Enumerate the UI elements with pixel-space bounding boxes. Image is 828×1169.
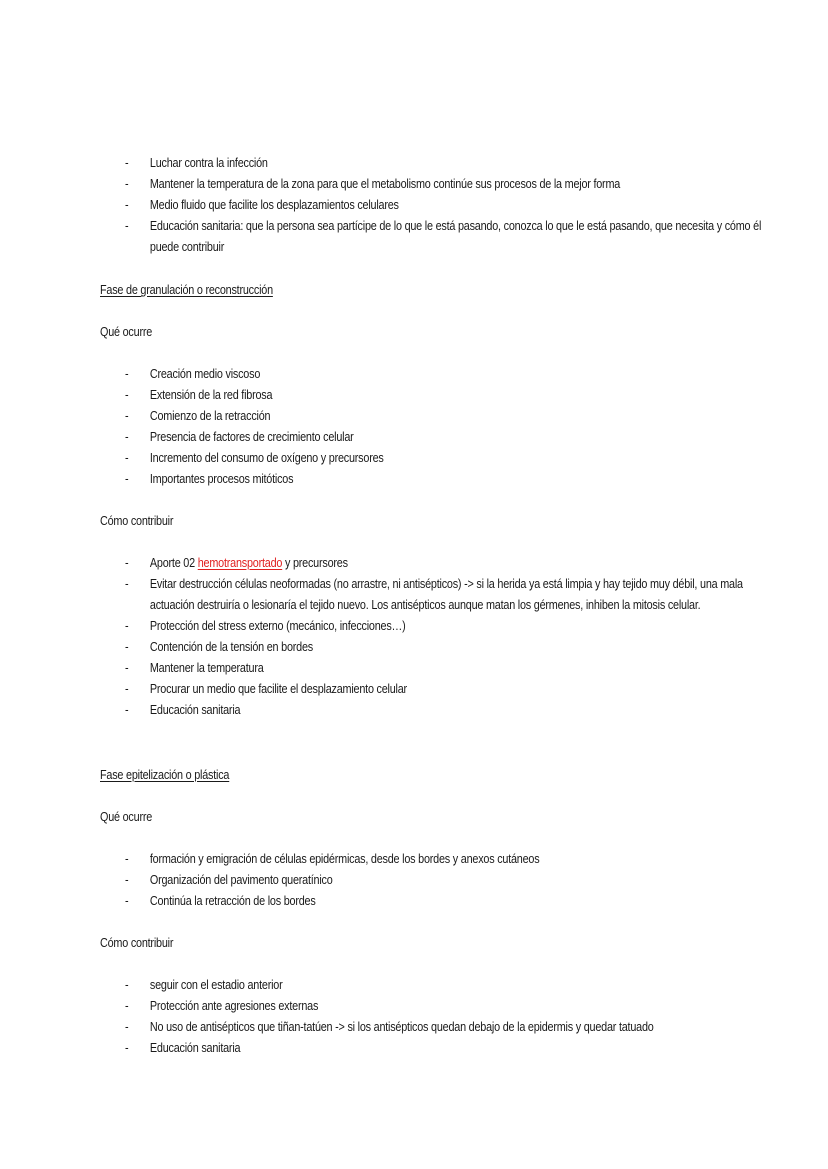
list-item: - Organización del pavimento queratínico [100, 870, 754, 891]
granulation-como-label-block [100, 511, 754, 532]
infection-list [100, 153, 762, 258]
list-item: - Mantener la temperatura de la zona para que el metabolismo continúe sus procesos de la mejor forma [100, 174, 754, 195]
granulation-como-list [100, 553, 754, 721]
list-item: - Educación sanitaria: que la persona sea partícipe de lo que le está pasando, conozca lo que le está pasando, que necesita y cómo él puede contribuir [100, 216, 769, 258]
list-item: - Luchar contra la infección [100, 153, 754, 174]
granulation-heading-block [100, 280, 754, 301]
list-item: - Protección del stress externo (mecánico, infecciones…) [100, 616, 754, 637]
aporte-prefix: Aporte 02 [149, 556, 198, 570]
epitelizacion-que-ocurre-list [100, 849, 754, 912]
que-ocurre-label: Qué ocurre [100, 325, 153, 339]
list-item: - formación y emigración de células epidérmicas, desde los bordes y anexos cutáneos [100, 849, 754, 870]
epitelizacion-que-ocurre-block [100, 849, 754, 912]
list-item: - seguir con el estadio anterior [100, 975, 754, 996]
epitelizacion-como-block [100, 975, 754, 1059]
list-item: - Creación medio viscoso [100, 364, 754, 385]
granulation-como-block [100, 553, 754, 721]
aporte-suffix: y precursores [282, 556, 348, 570]
epitelizacion-que-ocurre-label-block [100, 807, 754, 828]
list-item [100, 553, 754, 574]
list-item: - Incremento del consumo de oxígeno y precursores [100, 448, 754, 469]
hemotransportado-link[interactable]: hemotransportado [197, 556, 283, 570]
list-item: - Importantes procesos mitóticos [100, 469, 754, 490]
granulation-que-ocurre-block [100, 364, 754, 490]
list-item: - Evitar destrucción células neoformadas (no arrastre, ni antisépticos) -> si la herida ya está limpia y hay tejido muy débil, una mala actuación destruiría o lesionaría el tejido nuevo. Los antisépticos aunque matan los gérmenes, inhiben la mitosis celular. [100, 574, 782, 616]
list-item: - No uso de antisépticos que tiñan-tatúen -> si los antisépticos quedan debajo de la epidermis y quedar tatuado [100, 1017, 754, 1038]
epitelizacion-como-list [100, 975, 754, 1059]
list-item: - Contención de la tensión en bordes [100, 637, 754, 658]
granulation-que-ocurre-label-block [100, 322, 754, 343]
que-ocurre-label: Qué ocurre [100, 810, 153, 824]
como-contribuir-label: Cómo contribuir [100, 936, 174, 950]
list-item: - Educación sanitaria [100, 700, 754, 721]
list-item: - Educación sanitaria [100, 1038, 754, 1059]
section-heading-epitelizacion: Fase epitelización o plástica [100, 768, 230, 782]
epitelizacion-heading-block [100, 765, 754, 786]
list-item: - Medio fluido que facilite los desplazamientos celulares [100, 195, 754, 216]
como-contribuir-label: Cómo contribuir [100, 514, 174, 528]
epitelizacion-como-label-block [100, 933, 754, 954]
list-item: - Mantener la temperatura [100, 658, 754, 679]
list-item: - Comienzo de la retracción [100, 406, 754, 427]
list-item: - Presencia de factores de crecimiento celular [100, 427, 754, 448]
granulation-que-ocurre-list [100, 364, 754, 490]
list-item: - Protección ante agresiones externas [100, 996, 754, 1017]
infection-list-block [100, 153, 762, 258]
section-heading-granulation: Fase de granulación o reconstrucción [100, 283, 273, 297]
list-item: - Extensión de la red fibrosa [100, 385, 754, 406]
list-item: - Procurar un medio que facilite el desplazamiento celular [100, 679, 754, 700]
list-item: - Continúa la retracción de los bordes [100, 891, 754, 912]
